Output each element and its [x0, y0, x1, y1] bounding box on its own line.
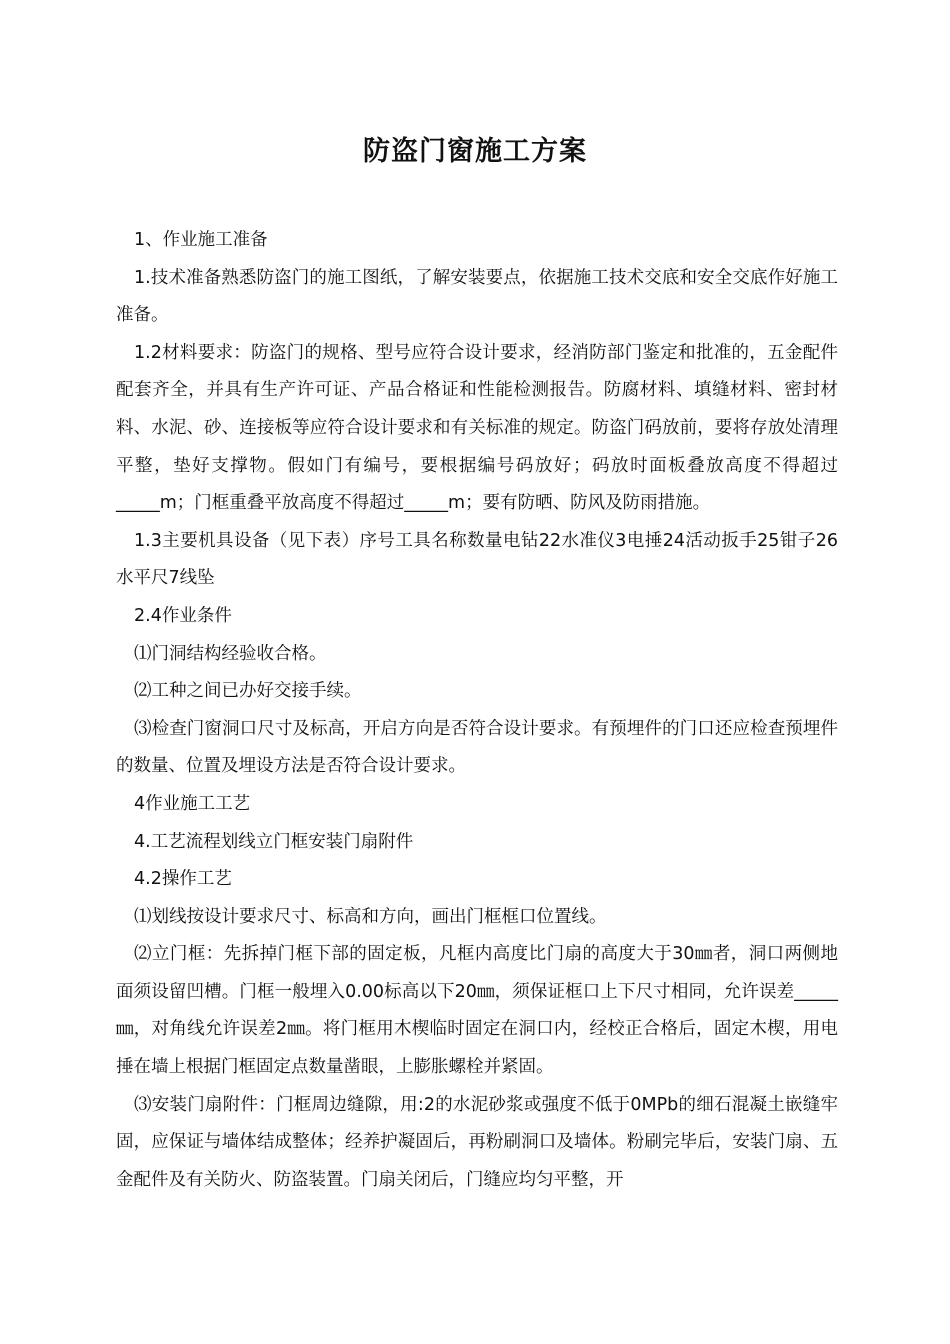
section-heading-process: 4作业施工工艺 — [134, 793, 251, 814]
condition-item-3: ⑶检查门窗洞口尺寸及标高，开启方向是否符合设计要求。有预埋件的门口还应检查预埋件的数量、位置及埋设方法是否符合设计要求。 — [116, 718, 838, 777]
paragraph-technical-preparation: 1.技术准备熟悉防盗门的施工图纸，了解安装要点，依据施工技术交底和安全交底作好施工准备。 — [116, 267, 838, 326]
paragraph-equipment: 1.3主要机具设备（见下表）序号工具名称数量电钻22水准仪3电捶24活动扳手25钳子26水平尺7线坠 — [116, 530, 838, 589]
document-title: 防盗门窗施工方案 — [363, 136, 587, 167]
operation-item-3: ⑶安装门扇附件：门框周边缝隙，用:2的水泥砂浆或强度不低于0MPb的细石混凝土嵌缝牢固，应保证与墙体结成整体；经养护凝固后，再粉刷洞口及墙体。粉刷完毕后，安装门扇、五金配件及有关防火、防盗装置。门扇关闭后，门缝应均匀平整，开 — [116, 1094, 838, 1190]
section-heading-conditions: 2.4作业条件 — [134, 605, 232, 626]
section-heading-operation: 4.2操作工艺 — [134, 869, 232, 890]
condition-item-2: ⑵工种之间已办好交接手续。 — [134, 681, 362, 702]
paragraph-material-requirements: 1.2材料要求：防盗门的规格、型号应符合设计要求，经消防部门鉴定和批准的，五金配件配套齐全，并具有生产许可证、产品合格证和性能检测报告。防腐材料、填缝材料、密封材料、水泥、砂、连接板等应符合设计要求和有关标准的规定。防盗门码放前，要将存放处清理平整，垫好支撑物。假如门有编号，要根据编号码放好；码放时面板叠放高度不得超过_____m；门框重叠平放高度不得超过_____m；要有防晒、防风及防雨措施。 — [116, 342, 838, 514]
operation-item-1: ⑴划线按设计要求尺寸、标高和方向，画出门框框口位置线。 — [134, 906, 607, 927]
paragraph-process-flow: 4.工艺流程划线立门框安装门扇附件 — [134, 831, 414, 852]
condition-item-1: ⑴门洞结构经验收合格。 — [134, 643, 327, 664]
document-body — [116, 222, 838, 1199]
operation-item-2: ⑵立门框：先拆掉门框下部的固定板，凡框内高度比门扇的高度大于30㎜者，洞口两侧地面须设留凹槽。门框一般埋入0.00标高以下20㎜，须保证框口上下尺寸相同，允许误差_____㎜，对角线允许误差2㎜。将门框用木楔临时固定在洞口内，经校正合格后，固定木楔，用电捶在墙上根据门框固定点数量凿眼，上膨胀螺栓并紧固。 — [116, 944, 838, 1078]
section-heading-preparation: 1、作业施工准备 — [134, 230, 268, 250]
